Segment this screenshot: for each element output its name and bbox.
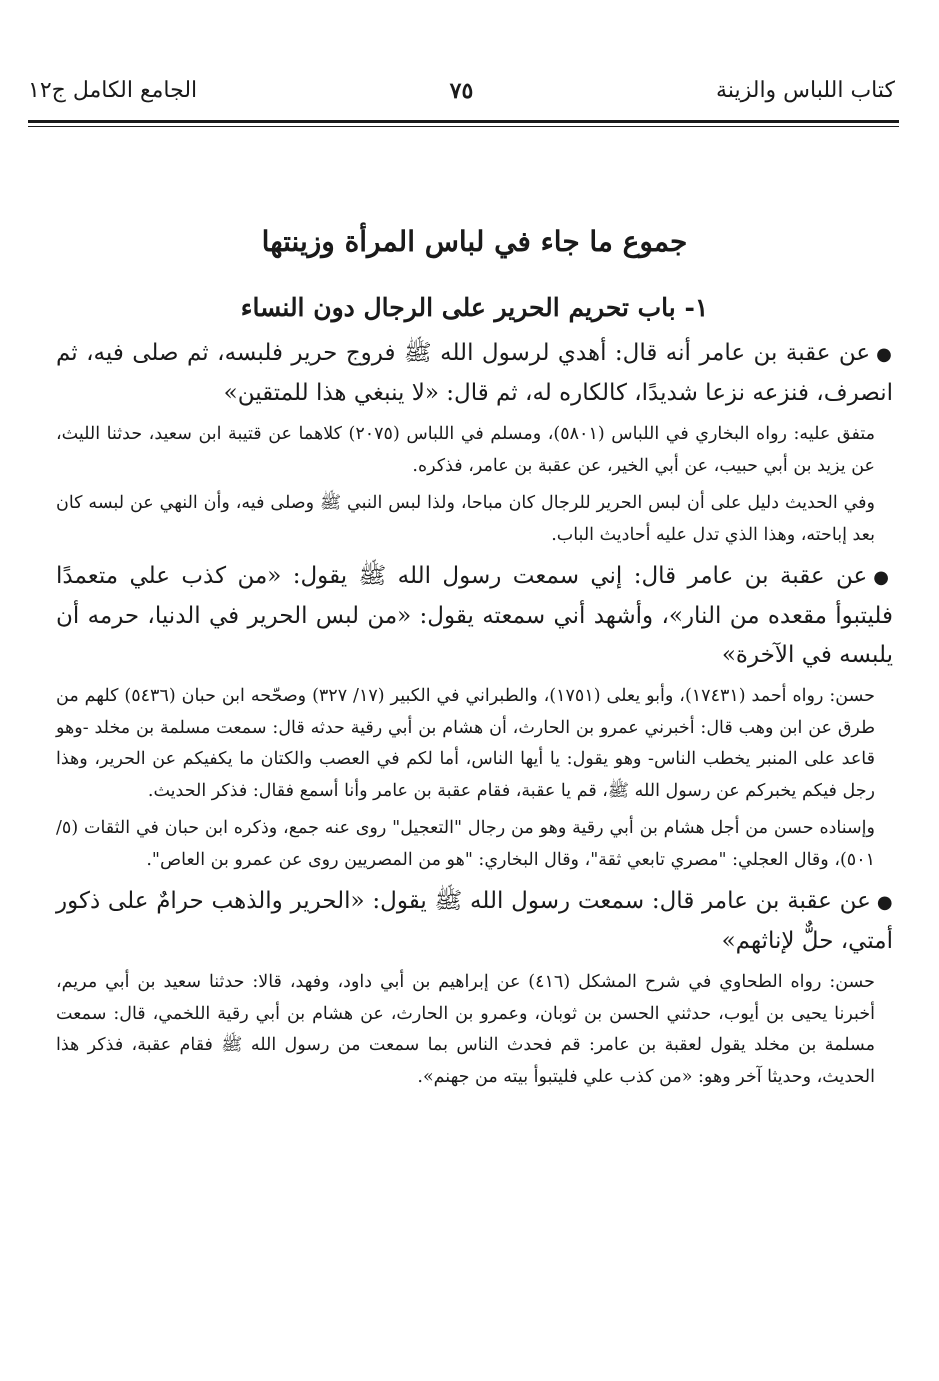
hadith-text <box>56 557 893 675</box>
chapter-title: جموع ما جاء في لباس المرأة وزينتها <box>261 225 688 258</box>
header-rule-thin <box>28 126 899 127</box>
hadith-2-note-1: حسن: رواه أحمد (١٧٤٣١)، وأبو يعلى (١٧٥١)، والطبراني في الكبير (١٧/ ٣٢٧) وصحّحه ابن حبان (٥٤٣٦) كلهم من طرق عن ابن وهب قال: أخبرني عمرو بن الحارث، أن هشام بن أبي رقية حدثه قال: سمعت مسلمة بن مخلد -وهو قاعد على المنبر يخطب الناس- وهو يقول: يا أيها الناس، أما لكم في العصب والكتان ما يكفيكم عن الحرير، وهذا رجل فيكم يخبركم عن رسول الله ﷺ، قم يا عقبة، فقام عقبة بن عامر وأنا أسمع فقال: فذكر الحديث. <box>56 686 875 801</box>
book-title: كتاب اللباس والزينة <box>716 78 895 103</box>
page-number: ٧٥ <box>449 78 474 104</box>
bab-title: ١- باب تحريم الحرير على الرجال دون النساء <box>240 293 709 322</box>
page-content <box>56 222 893 1099</box>
hadith-1-note-2: وفي الحديث دليل على أن لبس الحرير للرجال كان مباحا، ولذا لبس النبي ﷺ وصلى فيه، وأن النهي عن لبسه كان بعد إباحته، وهذا الذي تدل عليه أحاديث الباب. <box>56 493 875 545</box>
bullet-icon: ● <box>876 344 893 365</box>
collection-title: الجامع الكامل ج١٢ <box>28 78 198 103</box>
hadith-3-note-1: حسن: رواه الطحاوي في شرح المشكل (٤١٦) عن إبراهيم بن أبي داود، وفهد، قالا: حدثنا سعيد بن أبي مريم، أخبرنا يحيى بن أيوب، حدثني الحسن بن ثوبان، وعمرو بن الحارث، عن هشام بن أبي رقية اللخمي، قال: سمعت مسلمة بن مخلد يقول لعقبة بن عامر: قم فحدث الناس بما سمعت من رسول الله ﷺ فقام عقبة، فذكر هذا الحديث، وحديثا آخر وهو: «من كذب علي فليتبوأ بيته من جهنم». <box>56 972 875 1087</box>
hadith-3-text: عن عقبة بن عامر قال: سمعت رسول الله ﷺ يقول: «الحرير والذهب حرامٌ على ذكور أمتي، حلٌّ لإناثهم» <box>56 888 893 954</box>
header-rule-thick <box>28 120 899 123</box>
hadith-2-text: عن عقبة بن عامر قال: إني سمعت رسول الله ﷺ يقول: «من كذب علي متعمدًا فليتبوأ مقعده من النار»، وأشهد أني سمعته يقول: «من لبس الحرير في الدنيا، حرمه أن يلبسه في الآخرة» <box>56 563 893 668</box>
bullet-icon: ● <box>873 567 893 588</box>
hadith-text <box>56 882 893 961</box>
hadith-2-note-2: وإسناده حسن من أجل هشام بن أبي رقية وهو من رجال "التعجيل" روى عنه جمع، وذكره ابن حبان في الثقات (٥/ ٥٠١)، وقال العجلي: "مصري تابعي ثقة"، وقال البخاري: "هو من المصريين روى عن عمرو بن العاص". <box>56 818 875 870</box>
hadith-text <box>56 334 893 413</box>
hadith-1-note-1: متفق عليه: رواه البخاري في اللباس (٥٨٠١)، ومسلم في اللباس (٢٠٧٥) كلاهما عن قتيبة ابن سعيد، حدثنا الليث، عن يزيد بن أبي حبيب، عن أبي الخير، عن عقبة بن عامر، فذكره. <box>56 424 875 476</box>
hadith-1-text: عن عقبة بن عامر أنه قال: أهدي لرسول الله ﷺ فروج حرير فلبسه، ثم صلى فيه، ثم انصرف، فنزعه نزعا شديدًا، كالكاره له، ثم قال: «لا ينبغي هذا للمتقين» <box>56 340 893 406</box>
running-header <box>28 78 895 118</box>
bullet-icon: ● <box>876 892 893 913</box>
